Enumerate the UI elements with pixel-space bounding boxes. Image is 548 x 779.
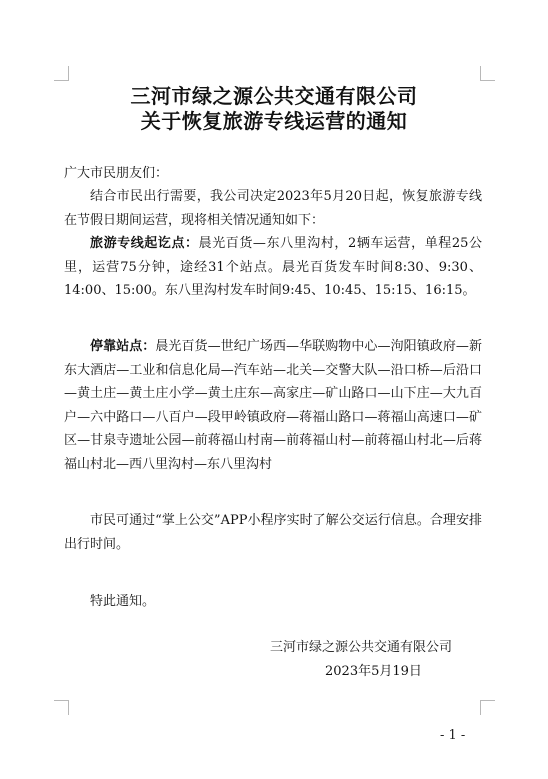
app-info-text: 市民可通过“掌上公交”APP小程序实时了解公交运行信息。合理安排出行时间。 [64,513,482,552]
crop-mark-bottom-left [54,700,69,715]
stops-text-block [64,335,482,476]
route-paragraph [64,232,482,303]
salutation-text: 广大市民朋友们： [64,166,169,181]
closing-text: 特此通知。 [90,594,156,609]
document-title-line-1: 三河市绿之源公共交通有限公司 [130,84,418,108]
route-label: 旅游专线起讫点： [90,236,199,251]
stops-label: 停靠站点： [90,339,156,354]
salutation [64,162,482,186]
signature-organization: 三河市绿之源公共交通有限公司 [270,640,453,655]
signature-date: 2023年5月19日 [325,664,422,679]
crop-mark-bottom-right [480,700,495,715]
app-info-paragraph [64,509,482,556]
closing-paragraph [64,590,482,614]
intro-text: 结合市民出行需要，我公司决定2023年5月20日起，恢复旅游专线在节假日期间运营，现将相关情况通知如下： [64,189,482,228]
route-text-block [64,232,482,303]
stops-paragraph [64,335,482,476]
stops-text: 晨光百货—世纪广场西—华联购物中心—泃阳镇政府—新东大酒店—工业和信息化局—汽车站—北关—交警大队—沿口桥—后沿口—黄土庄—黄土庄小学—黄土庄东—高家庄—矿山路口—山下庄—大九百户—六中路口—八百户—段甲岭镇政府—蒋福山路口—蒋福山高速口—矿区—甘泉寺遗址公园—前蒋福山村南—前蒋福山村—前蒋福山村北—后蒋福山村北—西八里沟村—东八里沟村 [64,339,482,472]
page-number: - 1 - [440,728,466,743]
document-title-line-2: 关于恢复旅游专线运营的通知 [140,109,408,133]
crop-mark-top-left [54,66,69,81]
intro-paragraph [64,185,482,232]
route-text: 晨光百货—东八里沟村，2辆车运营，单程25公里，运营75分钟，途经31个站点。晨光百货发车时间8:30、9:30、14:00、15:00。东八里沟村发车时间9:45、10:45、15:15、16:15。 [64,236,482,298]
crop-mark-top-right [480,66,495,81]
